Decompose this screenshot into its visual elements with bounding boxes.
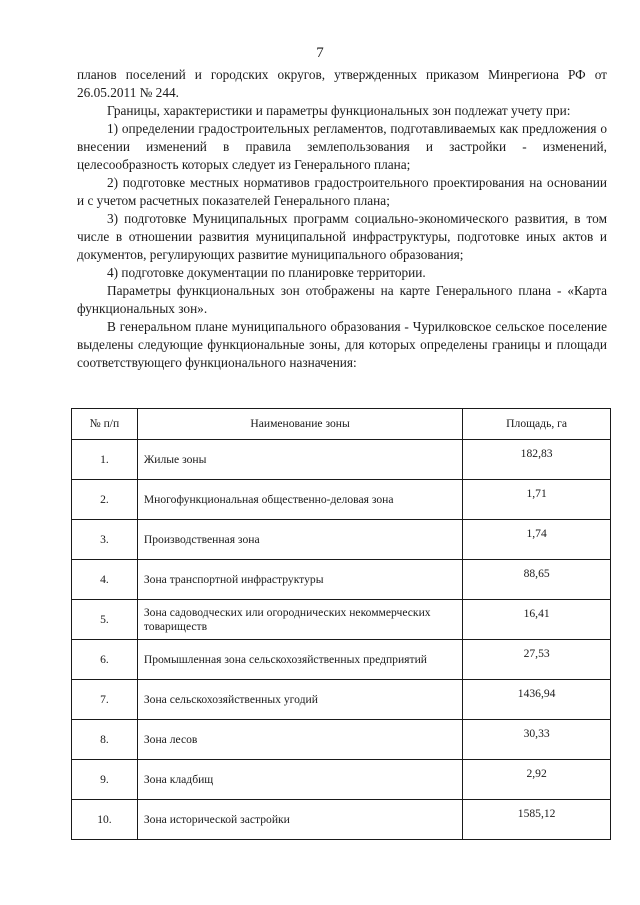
zone-name: Зона садоводческих или огороднических некоммерческих товариществ <box>137 600 462 640</box>
zone-name: Промышленная зона сельскохозяйственных предприятий <box>137 640 462 680</box>
table-row <box>72 800 611 840</box>
table-header-row <box>72 409 611 440</box>
zone-name: Многофункциональная общественно-деловая зона <box>137 480 462 520</box>
zone-area: 182,83 <box>463 440 611 480</box>
table-row <box>72 760 611 800</box>
zones-table <box>71 408 611 840</box>
row-number: 9. <box>72 760 138 800</box>
table-row <box>72 440 611 480</box>
paragraph: В генеральном плане муниципального образования - Чурилковское сельское поселение выделены следующие функциональные зоны, для которых определены границы и площади соответствующего функционального назначения: <box>77 319 607 370</box>
row-number: 1. <box>72 440 138 480</box>
paragraph: планов поселений и городских округов, утвержденных приказом Минрегиона РФ от 26.05.2011 № 244. <box>77 67 607 100</box>
zone-area: 1,71 <box>463 480 611 520</box>
zone-area: 1585,12 <box>463 800 611 840</box>
zone-area: 1,74 <box>463 520 611 560</box>
row-number: 3. <box>72 520 138 560</box>
zone-name: Зона лесов <box>137 720 462 760</box>
zone-area: 27,53 <box>463 640 611 680</box>
zone-area: 30,33 <box>463 720 611 760</box>
header-number: № п/п <box>72 409 138 440</box>
list-item: 2) подготовке местных нормативов градостроительного проектирования на основании и с учетом расчетных показателей Генерального плана; <box>77 175 607 208</box>
paragraph: Границы, характеристики и параметры функциональных зон подлежат учету при: <box>107 103 571 118</box>
zone-name: Жилые зоны <box>137 440 462 480</box>
zone-area: 88,65 <box>463 560 611 600</box>
header-zone-name: Наименование зоны <box>137 409 462 440</box>
list-item: 1) определении градостроительных регламентов, подготавливаемых как предложения о внесении изменений в правила землепользования и застройки - изменений, целесообразность которых следует из Генерального плана; <box>77 121 607 172</box>
body-text <box>77 66 607 372</box>
header-area: Площадь, га <box>463 409 611 440</box>
row-number: 8. <box>72 720 138 760</box>
list-item: 4) подготовке документации по планировке территории. <box>107 265 426 280</box>
zone-name: Производственная зона <box>137 520 462 560</box>
table-row <box>72 600 611 640</box>
zone-name: Зона исторической застройки <box>137 800 462 840</box>
table-row <box>72 480 611 520</box>
table-row <box>72 720 611 760</box>
zone-name: Зона сельскохозяйственных угодий <box>137 680 462 720</box>
table-row <box>72 680 611 720</box>
zone-name: Зона кладбищ <box>137 760 462 800</box>
table-row <box>72 560 611 600</box>
row-number: 10. <box>72 800 138 840</box>
row-number: 5. <box>72 600 138 640</box>
zone-area: 16,41 <box>463 600 611 640</box>
row-number: 7. <box>72 680 138 720</box>
zone-area: 2,92 <box>463 760 611 800</box>
page-number: 7 <box>316 45 324 61</box>
list-item: 3) подготовке Муниципальных программ социально-экономического развития, в том числе в отношении развития муниципальной инфраструктуры, подготовке иных актов и документов, регулирующих развитие муниципального образования; <box>77 211 607 262</box>
table-row <box>72 640 611 680</box>
row-number: 6. <box>72 640 138 680</box>
zone-name: Зона транспортной инфраструктуры <box>137 560 462 600</box>
row-number: 4. <box>72 560 138 600</box>
paragraph: Параметры функциональных зон отображены на карте Генерального плана - «Карта функциональных зон». <box>77 283 607 316</box>
row-number: 2. <box>72 480 138 520</box>
zone-area: 1436,94 <box>463 680 611 720</box>
table-row <box>72 520 611 560</box>
